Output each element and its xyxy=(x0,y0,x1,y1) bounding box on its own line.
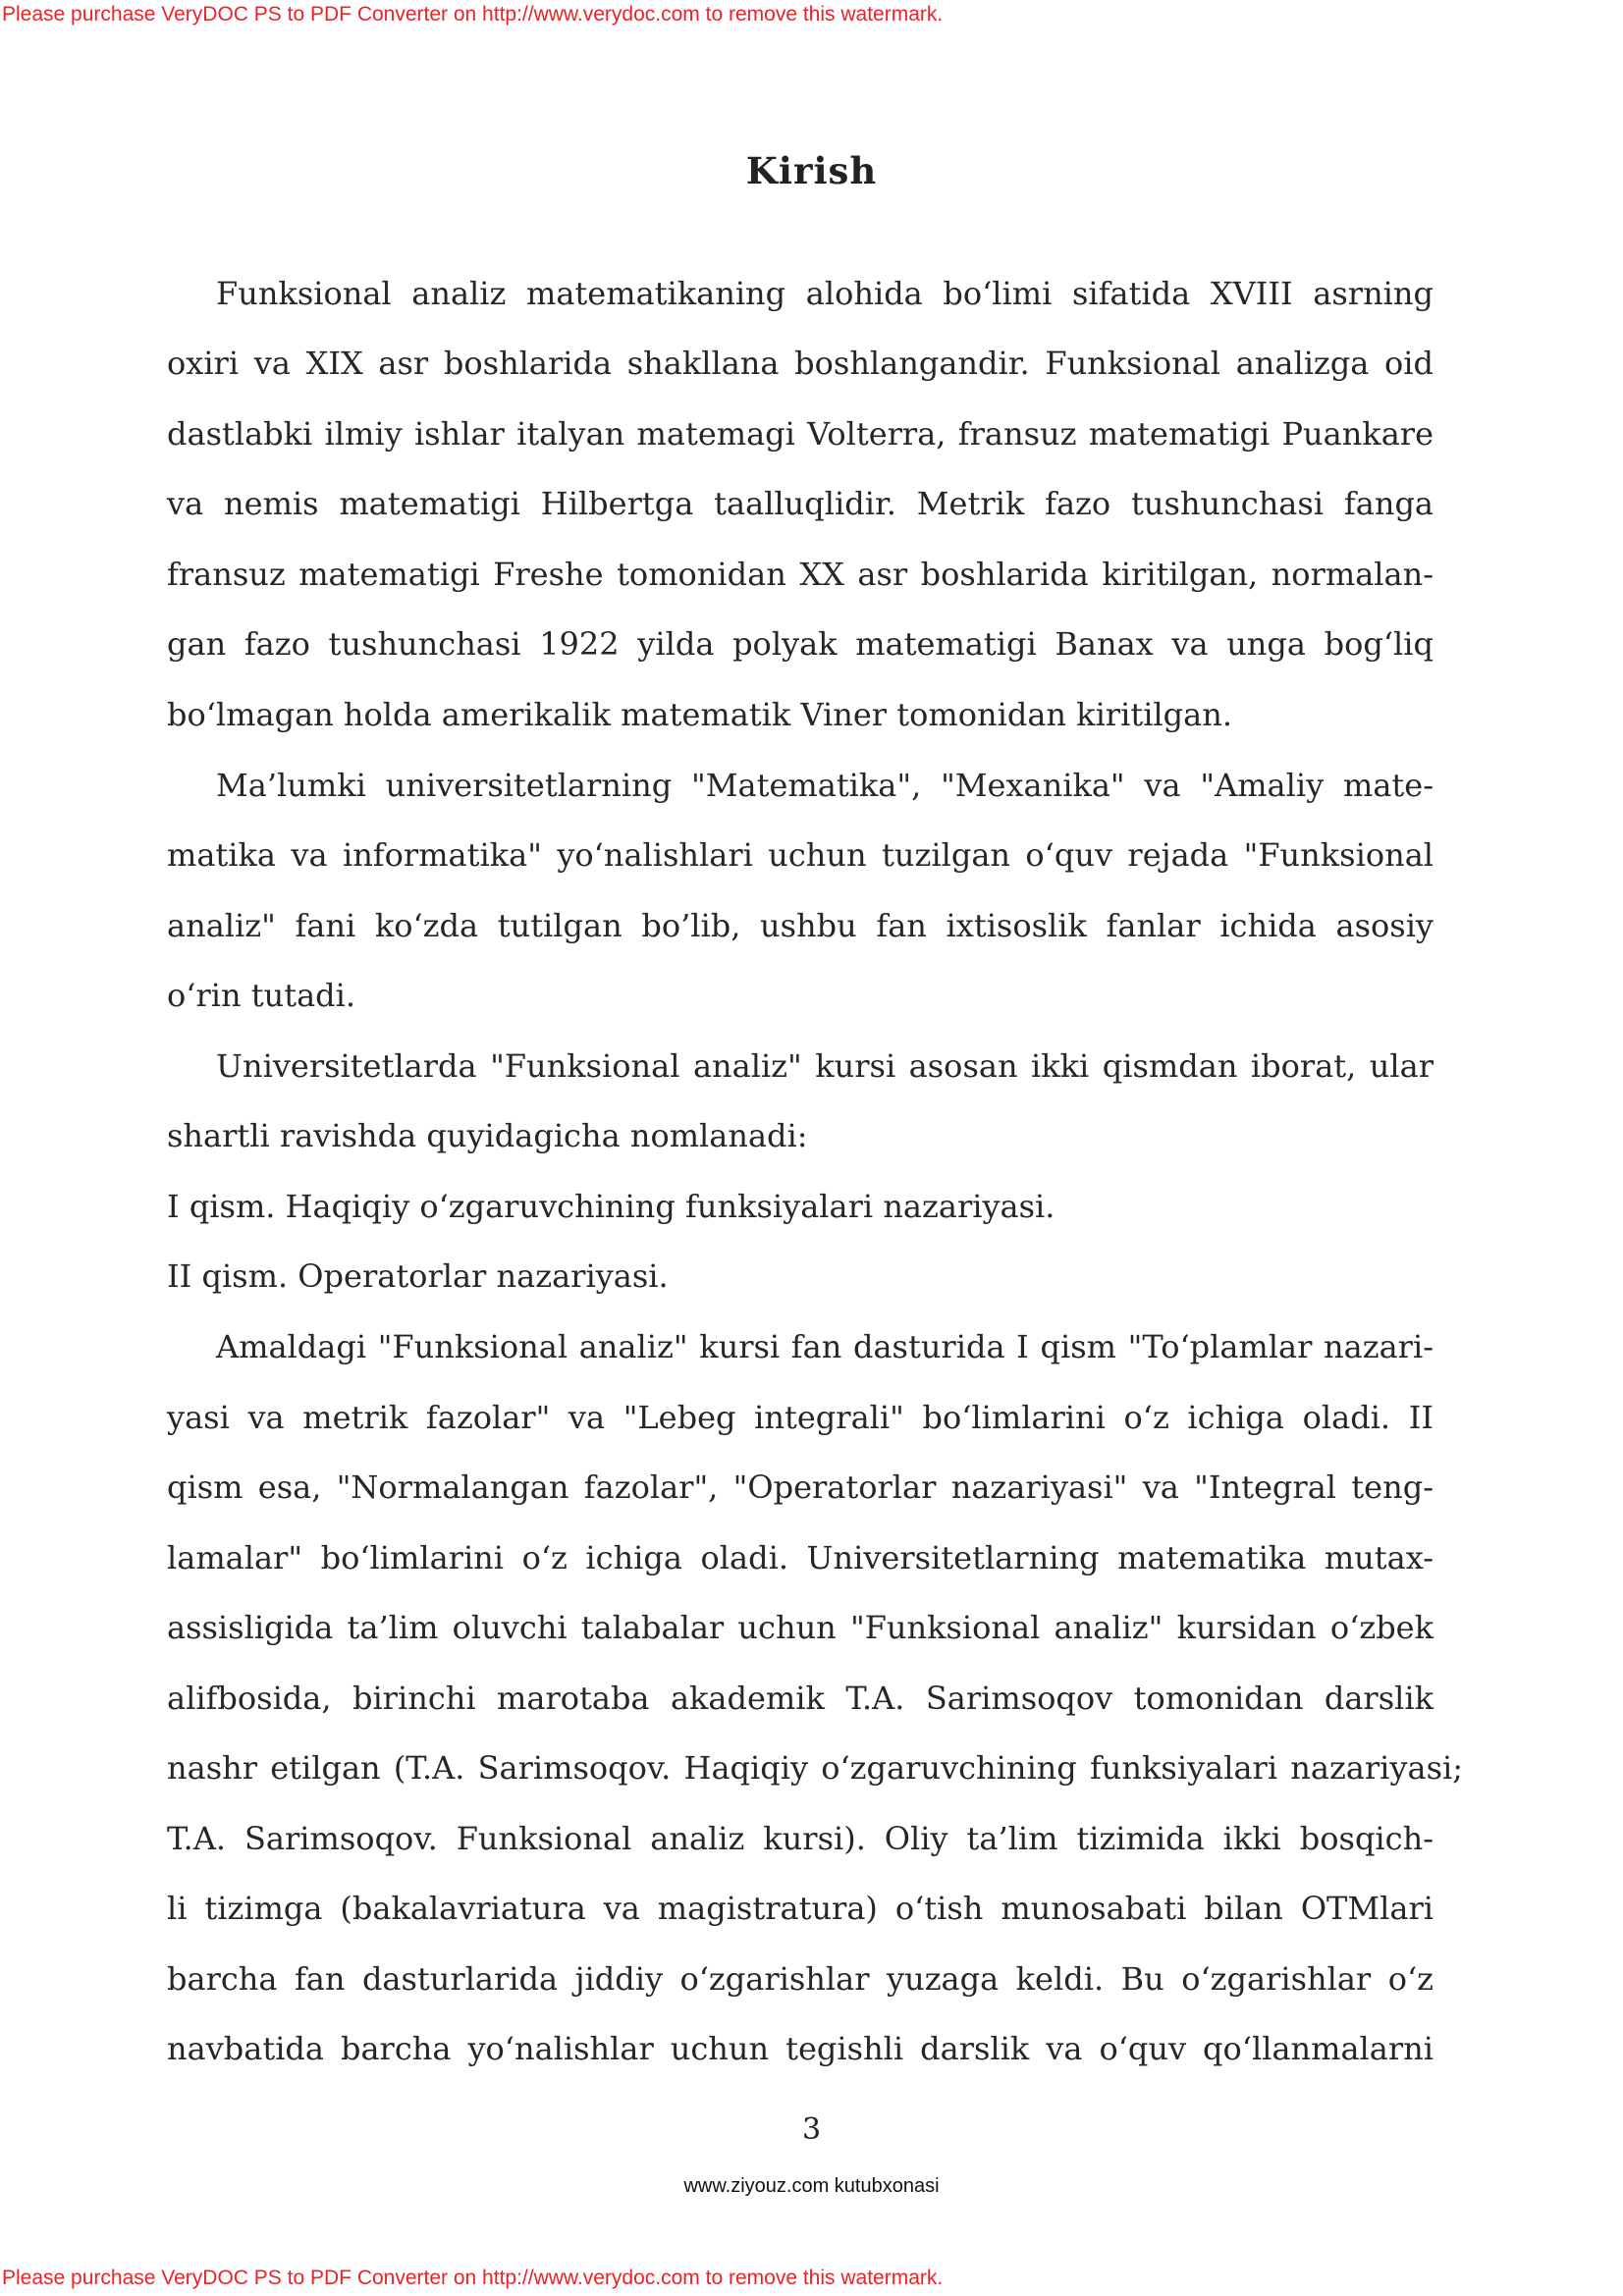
body-line: gan fazo tushunchasi 1922 yilda polyak matematigi Banax va unga bog‘liq xyxy=(167,625,1434,663)
page-number: 3 xyxy=(801,2112,822,2147)
body-line: Ma’lumki universitetlarning "Matematika", "Mexanika" va "Amaliy mate- xyxy=(216,767,1434,804)
body-line: Amaldagi "Funksional analiz" kursi fan dasturida I qism "To‘plamlar nazari- xyxy=(216,1328,1434,1365)
body-line: II qism. Operatorlar nazariyasi. xyxy=(167,1257,669,1295)
watermark-top: Please purchase VeryDOC PS to PDF Converter on http://www.verydoc.com to remove this watermark. xyxy=(2,3,944,26)
body-line: Funksional analiz matematikaning alohida bo‘limi sifatida XVIII asrning xyxy=(216,275,1434,312)
body-line: qism esa, "Normalangan fazolar", "Operatorlar nazariyasi" va "Integral teng- xyxy=(167,1468,1434,1506)
site-footer: www.ziyouz.com kutubxonasi xyxy=(683,2175,940,2197)
body-line: shartli ravishda quyidagicha nomlanadi: xyxy=(167,1117,808,1154)
body-line: fransuz matematigi Freshe tomonidan XX asr boshlarida kiritilgan, normalan- xyxy=(167,556,1434,593)
body-line: T.A. Sarimsoqov. Funksional analiz kursi). Oliy ta’lim tizimida ikki bosqich- xyxy=(167,1820,1434,1857)
body-line: lamalar" bo‘limlarini o‘z ichiga oladi. Universitetlarning matematika mutax- xyxy=(167,1539,1434,1576)
body-line: navbatida barcha yo‘nalishlar uchun tegishli darslik va o‘quv qo‘llanmalarni xyxy=(167,2030,1434,2067)
body-line: li tizimga (bakalavriatura va magistratura) o‘tish munosabati bilan OTMlari xyxy=(167,1890,1434,1927)
body-line: dastlabki ilmiy ishlar italyan matemagi Volterra, fransuz matematigi Puankare xyxy=(167,415,1434,453)
body-line: alifbosida, birinchi marotaba akademik T.A. Sarimsoqov tomonidan darslik xyxy=(167,1680,1434,1717)
body-line: barcha fan dasturlarida jiddiy o‘zgarishlar yuzaga keldi. Bu o‘zgarishlar o‘z xyxy=(167,1960,1434,1998)
body-line: bo‘lmagan holda amerikalik matematik Viner tomonidan kiritilgan. xyxy=(167,696,1232,733)
watermark-bottom: Please purchase VeryDOC PS to PDF Converter on http://www.verydoc.com to remove this watermark. xyxy=(2,2267,944,2289)
body-line: matika va informatika" yo‘nalishlari uchun tuzilgan o‘quv rejada "Funksional xyxy=(167,836,1434,874)
body-line: analiz" fani ko‘zda tutilgan bo’lib, ushbu fan ixtisoslik fanlar ichida asosiy xyxy=(167,907,1434,944)
body-line: o‘rin tutadi. xyxy=(167,977,356,1014)
body-line: va nemis matematigi Hilbertga taalluqlidir. Metrik fazo tushunchasi fanga xyxy=(167,485,1434,522)
body-line: assisligida ta’lim oluvchi talabalar uchun "Funksional analiz" kursidan o‘zbek xyxy=(167,1609,1434,1646)
body-line: yasi va metrik fazolar" va "Lebeg integrali" bo‘limlarini o‘z ichiga oladi. II xyxy=(167,1399,1434,1436)
page-title: Kirish xyxy=(745,149,878,192)
body-line: Universitetlarda "Funksional analiz" kursi asosan ikki qismdan iborat, ular xyxy=(216,1047,1434,1085)
body-line: oxiri va XIX asr boshlarida shakllana boshlangandir. Funksional analizga oid xyxy=(167,345,1434,382)
body-line: I qism. Haqiqiy o‘zgaruvchining funksiyalari nazariyasi. xyxy=(167,1188,1055,1225)
body-line: nashr etilgan (T.A. Sarimsoqov. Haqiqiy o‘zgaruvchining funksiyalari nazariyasi; xyxy=(167,1749,1463,1787)
